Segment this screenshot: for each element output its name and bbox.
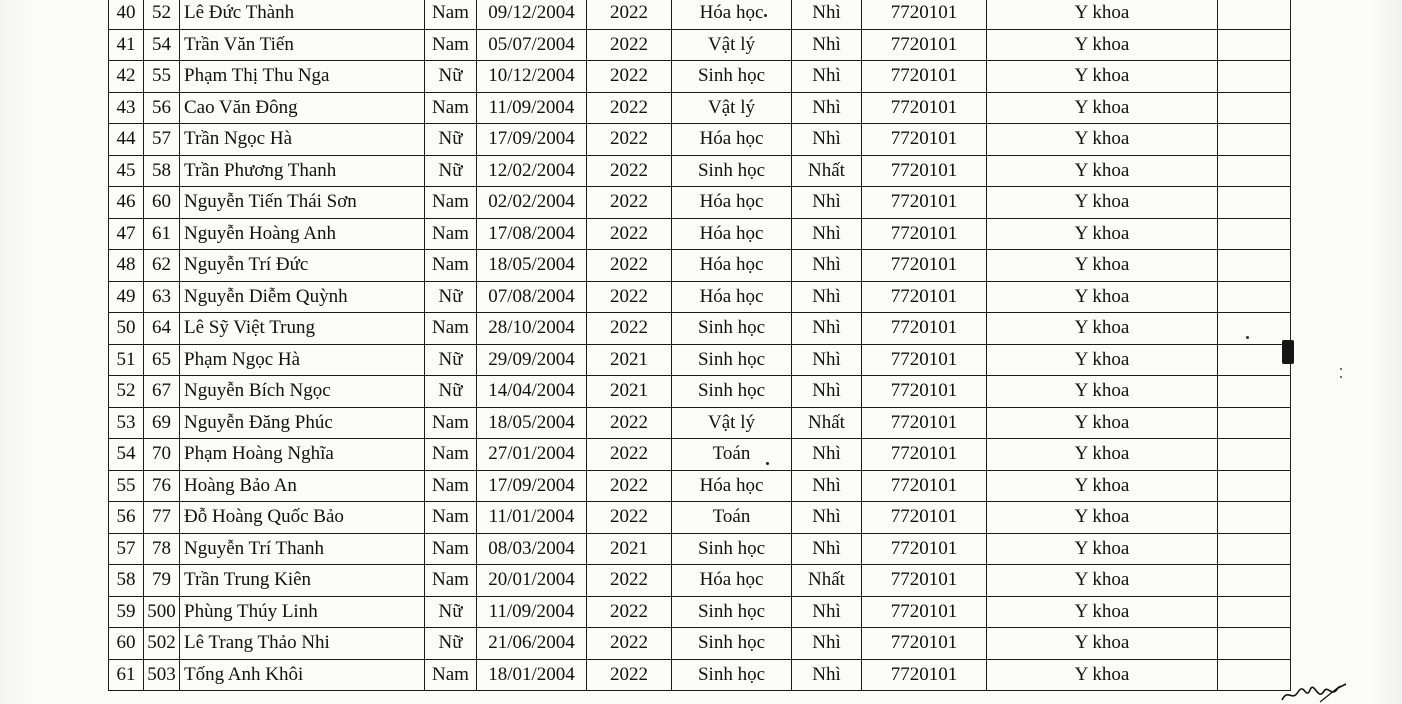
cell-subject: Toán (672, 439, 792, 471)
cell-gender: Nam (425, 439, 477, 471)
cell-sbd: 64 (144, 313, 180, 345)
cell-dob: 08/03/2004 (477, 533, 587, 565)
cell-name: Trần Phương Thanh (180, 155, 425, 187)
cell-subject: Hóa học (672, 281, 792, 313)
cell-prize: Nhì (792, 596, 862, 628)
cell-name: Lê Trang Thảo Nhi (180, 628, 425, 660)
cell-notes (1218, 187, 1291, 219)
cell-major-code: 7720101 (862, 155, 987, 187)
cell-dob: 07/08/2004 (477, 281, 587, 313)
cell-sbd: 61 (144, 218, 180, 250)
cell-sbd: 65 (144, 344, 180, 376)
cell-dob: 17/09/2004 (477, 124, 587, 156)
cell-subject: Sinh học (672, 155, 792, 187)
scan-speck-mark (1282, 340, 1294, 364)
table-row (109, 187, 1291, 219)
cell-year: 2022 (587, 596, 672, 628)
cell-subject: Sinh học (672, 61, 792, 93)
cell-year: 2021 (587, 533, 672, 565)
cell-prize: Nhì (792, 470, 862, 502)
cell-sbd: 77 (144, 502, 180, 534)
cell-name: Cao Văn Đông (180, 92, 425, 124)
cell-notes (1218, 313, 1291, 345)
cell-dob: 17/09/2004 (477, 470, 587, 502)
cell-year: 2022 (587, 218, 672, 250)
cell-prize: Nhì (792, 439, 862, 471)
cell-year: 2022 (587, 61, 672, 93)
cell-notes (1218, 439, 1291, 471)
cell-major-code: 7720101 (862, 376, 987, 408)
table-row (109, 439, 1291, 471)
cell-year: 2022 (587, 29, 672, 61)
table-row (109, 218, 1291, 250)
cell-gender: Nam (425, 218, 477, 250)
cell-notes (1218, 502, 1291, 534)
cell-name: Nguyễn Bích Ngọc (180, 376, 425, 408)
cell-sbd: 54 (144, 29, 180, 61)
table-row (109, 250, 1291, 282)
cell-sbd: 69 (144, 407, 180, 439)
cell-gender: Nam (425, 533, 477, 565)
cell-dob: 05/07/2004 (477, 29, 587, 61)
cell-year: 2022 (587, 92, 672, 124)
table-row (109, 281, 1291, 313)
cell-major-code: 7720101 (862, 313, 987, 345)
table-row (109, 659, 1291, 691)
table-row (109, 124, 1291, 156)
cell-major: Y khoa (987, 533, 1218, 565)
cell-dob: 17/08/2004 (477, 218, 587, 250)
cell-stt: 45 (109, 155, 144, 187)
cell-major-code: 7720101 (862, 596, 987, 628)
cell-major-code: 7720101 (862, 344, 987, 376)
cell-year: 2022 (587, 281, 672, 313)
cell-year: 2022 (587, 0, 672, 29)
cell-major: Y khoa (987, 61, 1218, 93)
cell-prize: Nhì (792, 659, 862, 691)
cell-stt: 48 (109, 250, 144, 282)
cell-sbd: 57 (144, 124, 180, 156)
cell-stt: 60 (109, 628, 144, 660)
cell-year: 2022 (587, 628, 672, 660)
table-row (109, 502, 1291, 534)
table-row (109, 344, 1291, 376)
cell-dob: 11/09/2004 (477, 92, 587, 124)
cell-year: 2022 (587, 155, 672, 187)
cell-major-code: 7720101 (862, 0, 987, 29)
table-row (109, 596, 1291, 628)
cell-subject: Sinh học (672, 344, 792, 376)
table-row (109, 470, 1291, 502)
cell-dob: 02/02/2004 (477, 187, 587, 219)
cell-major: Y khoa (987, 92, 1218, 124)
cell-name: Phùng Thúy Linh (180, 596, 425, 628)
cell-major-code: 7720101 (862, 29, 987, 61)
table-row (109, 0, 1291, 29)
cell-prize: Nhì (792, 533, 862, 565)
cell-subject: Sinh học (672, 533, 792, 565)
cell-gender: Nam (425, 29, 477, 61)
cell-sbd: 70 (144, 439, 180, 471)
cell-gender: Nam (425, 565, 477, 597)
cell-notes (1218, 470, 1291, 502)
cell-major-code: 7720101 (862, 61, 987, 93)
cell-dob: 10/12/2004 (477, 61, 587, 93)
cell-subject: Hóa học (672, 565, 792, 597)
cell-major-code: 7720101 (862, 439, 987, 471)
cell-year: 2022 (587, 502, 672, 534)
table-row (109, 313, 1291, 345)
cell-prize: Nhì (792, 281, 862, 313)
cell-major: Y khoa (987, 596, 1218, 628)
cell-subject: Toán (672, 502, 792, 534)
cell-prize: Nhì (792, 0, 862, 29)
cell-major-code: 7720101 (862, 124, 987, 156)
cell-prize: Nhì (792, 376, 862, 408)
cell-major-code: 7720101 (862, 533, 987, 565)
cell-major: Y khoa (987, 502, 1218, 534)
cell-sbd: 502 (144, 628, 180, 660)
cell-stt: 54 (109, 439, 144, 471)
cell-year: 2021 (587, 344, 672, 376)
cell-notes (1218, 628, 1291, 660)
table-row (109, 565, 1291, 597)
cell-notes (1218, 344, 1291, 376)
cell-stt: 50 (109, 313, 144, 345)
cell-dob: 27/01/2004 (477, 439, 587, 471)
cell-dob: 28/10/2004 (477, 313, 587, 345)
cell-prize: Nhì (792, 218, 862, 250)
table-row (109, 407, 1291, 439)
cell-prize: Nhất (792, 407, 862, 439)
cell-subject: Sinh học (672, 313, 792, 345)
cell-name: Phạm Thị Thu Nga (180, 61, 425, 93)
cell-subject: Sinh học (672, 628, 792, 660)
cell-year: 2022 (587, 659, 672, 691)
cell-notes (1218, 124, 1291, 156)
cell-stt: 47 (109, 218, 144, 250)
cell-subject: Vật lý (672, 92, 792, 124)
cell-major-code: 7720101 (862, 502, 987, 534)
cell-major-code: 7720101 (862, 92, 987, 124)
cell-gender: Nữ (425, 344, 477, 376)
cell-year: 2022 (587, 439, 672, 471)
cell-gender: Nữ (425, 281, 477, 313)
cell-major: Y khoa (987, 187, 1218, 219)
cell-notes (1218, 29, 1291, 61)
cell-notes (1218, 250, 1291, 282)
cell-subject: Vật lý (672, 29, 792, 61)
cell-gender: Nữ (425, 155, 477, 187)
cell-major-code: 7720101 (862, 659, 987, 691)
cell-notes (1218, 565, 1291, 597)
cell-sbd: 78 (144, 533, 180, 565)
cell-sbd: 55 (144, 61, 180, 93)
cell-name: Nguyễn Diễm Quỳnh (180, 281, 425, 313)
cell-dob: 11/01/2004 (477, 502, 587, 534)
signature-mark (1280, 682, 1350, 704)
cell-year: 2022 (587, 250, 672, 282)
cell-major: Y khoa (987, 250, 1218, 282)
cell-notes (1218, 155, 1291, 187)
table-row (109, 628, 1291, 660)
cell-major-code: 7720101 (862, 187, 987, 219)
cell-subject: Vật lý (672, 407, 792, 439)
cell-stt: 46 (109, 187, 144, 219)
cell-dob: 11/09/2004 (477, 596, 587, 628)
cell-dob: 18/01/2004 (477, 659, 587, 691)
cell-subject: Hóa học (672, 187, 792, 219)
cell-name: Nguyễn Hoàng Anh (180, 218, 425, 250)
cell-sbd: 52 (144, 0, 180, 29)
cell-name: Nguyễn Trí Đức (180, 250, 425, 282)
cell-year: 2022 (587, 187, 672, 219)
cell-dob: 14/04/2004 (477, 376, 587, 408)
cell-stt: 61 (109, 659, 144, 691)
cell-prize: Nhất (792, 155, 862, 187)
cell-notes (1218, 376, 1291, 408)
cell-sbd: 56 (144, 92, 180, 124)
cell-notes (1218, 0, 1291, 29)
cell-stt: 41 (109, 29, 144, 61)
cell-prize: Nhì (792, 250, 862, 282)
cell-stt: 56 (109, 502, 144, 534)
cell-major: Y khoa (987, 470, 1218, 502)
cell-subject: Sinh học (672, 659, 792, 691)
cell-subject: Hóa học (672, 250, 792, 282)
cell-name: Tống Anh Khôi (180, 659, 425, 691)
cell-major-code: 7720101 (862, 565, 987, 597)
cell-stt: 44 (109, 124, 144, 156)
cell-name: Lê Sỹ Việt Trung (180, 313, 425, 345)
cell-gender: Nam (425, 92, 477, 124)
cell-dob: 09/12/2004 (477, 0, 587, 29)
cell-prize: Nhì (792, 344, 862, 376)
cell-stt: 51 (109, 344, 144, 376)
cell-subject: Hóa học (672, 218, 792, 250)
cell-sbd: 67 (144, 376, 180, 408)
cell-major: Y khoa (987, 628, 1218, 660)
table-row (109, 61, 1291, 93)
cell-major: Y khoa (987, 407, 1218, 439)
cell-notes (1218, 61, 1291, 93)
cell-major-code: 7720101 (862, 218, 987, 250)
cell-sbd: 500 (144, 596, 180, 628)
cell-dob: 29/09/2004 (477, 344, 587, 376)
cell-major: Y khoa (987, 565, 1218, 597)
cell-gender: Nam (425, 502, 477, 534)
cell-sbd: 79 (144, 565, 180, 597)
cell-dob: 12/02/2004 (477, 155, 587, 187)
cell-major: Y khoa (987, 376, 1218, 408)
cell-year: 2022 (587, 124, 672, 156)
cell-major-code: 7720101 (862, 407, 987, 439)
cell-gender: Nam (425, 250, 477, 282)
cell-name: Trần Văn Tiến (180, 29, 425, 61)
cell-name: Phạm Hoàng Nghĩa (180, 439, 425, 471)
cell-subject: Hóa học (672, 470, 792, 502)
cell-gender: Nam (425, 407, 477, 439)
cell-year: 2021 (587, 376, 672, 408)
cell-gender: Nữ (425, 628, 477, 660)
cell-stt: 57 (109, 533, 144, 565)
cell-dob: 18/05/2004 (477, 407, 587, 439)
cell-dob: 21/06/2004 (477, 628, 587, 660)
table-row (109, 29, 1291, 61)
cell-name: Nguyễn Tiến Thái Sơn (180, 187, 425, 219)
cell-prize: Nhì (792, 502, 862, 534)
cell-stt: 53 (109, 407, 144, 439)
cell-name: Trần Ngọc Hà (180, 124, 425, 156)
cell-gender: Nữ (425, 596, 477, 628)
cell-name: Lê Đức Thành (180, 0, 425, 29)
cell-gender: Nam (425, 0, 477, 29)
cell-major: Y khoa (987, 281, 1218, 313)
cell-stt: 40 (109, 0, 144, 29)
cell-subject: Hóa học (672, 0, 792, 29)
cell-stt: 59 (109, 596, 144, 628)
cell-year: 2022 (587, 313, 672, 345)
cell-sbd: 60 (144, 187, 180, 219)
cell-gender: Nữ (425, 376, 477, 408)
cell-gender: Nam (425, 313, 477, 345)
cell-prize: Nhì (792, 187, 862, 219)
cell-sbd: 62 (144, 250, 180, 282)
cell-notes (1218, 407, 1291, 439)
student-roster-table (108, 0, 1291, 691)
scan-speck-dot (764, 14, 767, 17)
cell-sbd: 503 (144, 659, 180, 691)
cell-dob: 18/05/2004 (477, 250, 587, 282)
cell-stt: 58 (109, 565, 144, 597)
cell-dob: 20/01/2004 (477, 565, 587, 597)
cell-major: Y khoa (987, 439, 1218, 471)
cell-sbd: 63 (144, 281, 180, 313)
cell-name: Trần Trung Kiên (180, 565, 425, 597)
table-row (109, 376, 1291, 408)
cell-stt: 42 (109, 61, 144, 93)
cell-subject: Sinh học (672, 596, 792, 628)
cell-major: Y khoa (987, 313, 1218, 345)
cell-gender: Nam (425, 187, 477, 219)
cell-prize: Nhì (792, 61, 862, 93)
cell-name: Nguyễn Đăng Phúc (180, 407, 425, 439)
cell-major: Y khoa (987, 659, 1218, 691)
cell-stt: 55 (109, 470, 144, 502)
cell-major: Y khoa (987, 155, 1218, 187)
scan-speck-dot (1246, 336, 1249, 339)
cell-notes (1218, 92, 1291, 124)
scan-speck-dot (766, 462, 769, 465)
cell-major: Y khoa (987, 124, 1218, 156)
table-row (109, 533, 1291, 565)
roster-body (109, 0, 1291, 691)
cell-notes (1218, 533, 1291, 565)
cell-prize: Nhì (792, 29, 862, 61)
cell-name: Hoàng Bảo An (180, 470, 425, 502)
cell-major-code: 7720101 (862, 281, 987, 313)
table-row (109, 155, 1291, 187)
cell-notes (1218, 218, 1291, 250)
cell-sbd: 58 (144, 155, 180, 187)
cell-gender: Nam (425, 470, 477, 502)
scan-speck-dot (1340, 376, 1342, 378)
cell-major: Y khoa (987, 29, 1218, 61)
cell-year: 2022 (587, 470, 672, 502)
cell-subject: Sinh học (672, 376, 792, 408)
scan-speck-dot (1340, 368, 1342, 370)
cell-major-code: 7720101 (862, 470, 987, 502)
table-row (109, 92, 1291, 124)
cell-major-code: 7720101 (862, 628, 987, 660)
cell-year: 2022 (587, 565, 672, 597)
cell-prize: Nhất (792, 565, 862, 597)
cell-major: Y khoa (987, 218, 1218, 250)
cell-stt: 52 (109, 376, 144, 408)
cell-gender: Nam (425, 659, 477, 691)
cell-major: Y khoa (987, 344, 1218, 376)
cell-major: Y khoa (987, 0, 1218, 29)
cell-major-code: 7720101 (862, 250, 987, 282)
cell-prize: Nhì (792, 313, 862, 345)
cell-subject: Hóa học (672, 124, 792, 156)
cell-stt: 49 (109, 281, 144, 313)
cell-name: Đỗ Hoàng Quốc Bảo (180, 502, 425, 534)
cell-prize: Nhì (792, 124, 862, 156)
cell-notes (1218, 596, 1291, 628)
cell-gender: Nữ (425, 61, 477, 93)
cell-prize: Nhì (792, 92, 862, 124)
cell-name: Phạm Ngọc Hà (180, 344, 425, 376)
cell-stt: 43 (109, 92, 144, 124)
cell-sbd: 76 (144, 470, 180, 502)
cell-gender: Nữ (425, 124, 477, 156)
cell-prize: Nhì (792, 628, 862, 660)
cell-year: 2022 (587, 407, 672, 439)
cell-notes (1218, 281, 1291, 313)
cell-name: Nguyễn Trí Thanh (180, 533, 425, 565)
